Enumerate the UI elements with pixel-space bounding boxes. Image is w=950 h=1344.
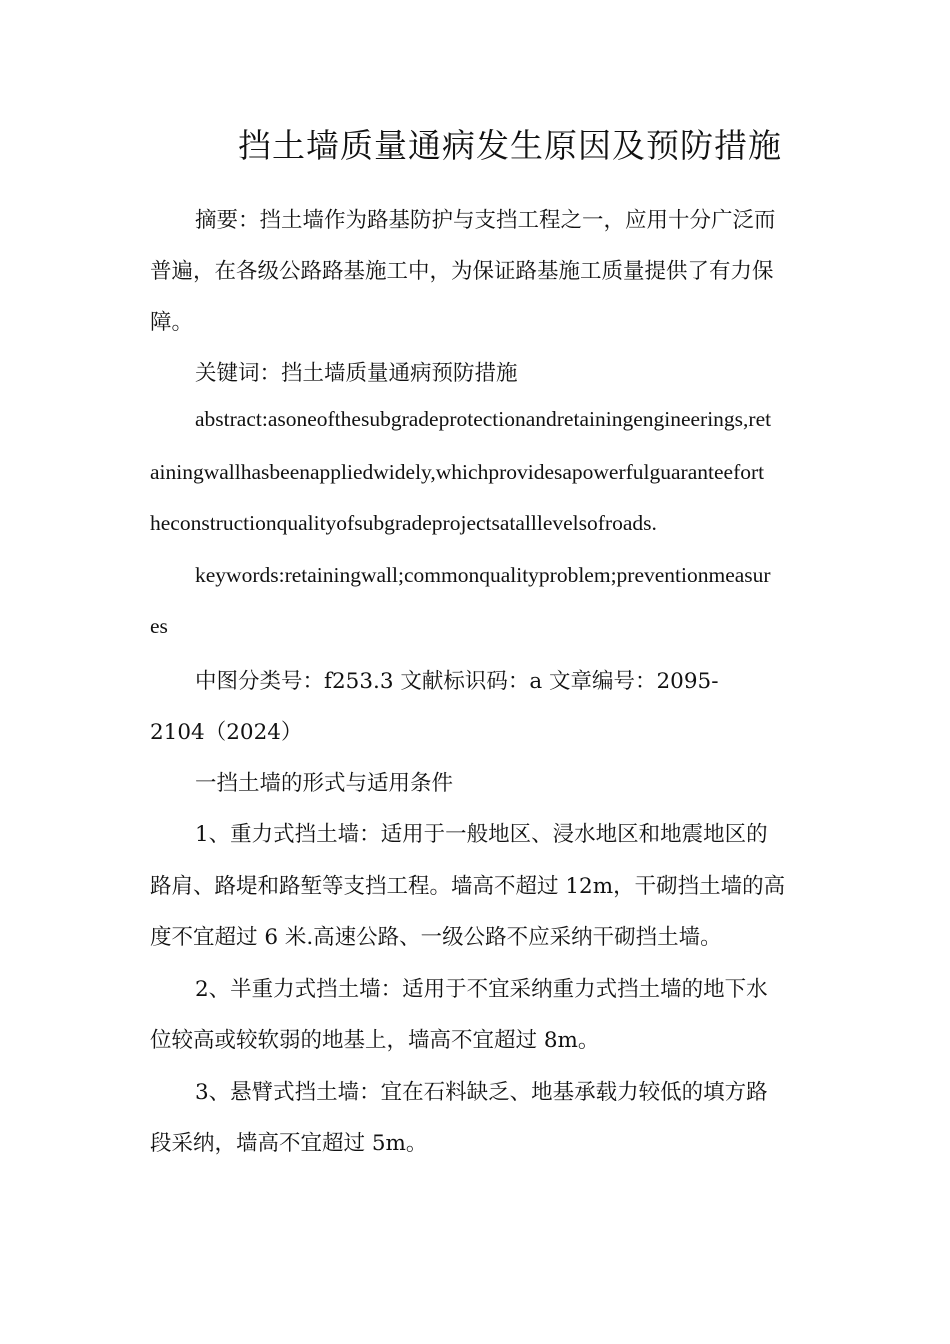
abstract-en-line-2: ainingwallhasbeenappliedwidely,whichprovidesapowerfulguaranteefort [150, 460, 765, 484]
item-2-line-1: 2、半重力式挡土墙：适用于不宜采纳重力式挡土墙的地下水 [195, 977, 768, 1002]
abstract-cn-line-2: 普遍，在各级公路路基施工中，为保证路基施工质量提供了有力保 [150, 259, 774, 284]
item-1-line-3: 度不宜超过 6 米.高速公路、一级公路不应采纳干砌挡土墙。 [150, 925, 722, 950]
item-3-line-1: 3、悬臂式挡土墙：宜在石料缺乏、地基承载力较低的填方路 [195, 1080, 768, 1105]
abstract-en-line-3: heconstructionqualityofsubgradeprojectsatalllevelsofroads. [150, 511, 657, 535]
abstract-cn-line-1: 摘要：挡土墙作为路基防护与支挡工程之一，应用十分广泛而 [195, 208, 776, 233]
keywords-cn: 关键词：挡土墙质量通病预防措施 [195, 361, 518, 386]
item-1-line-2: 路肩、路堤和路堑等支挡工程。墙高不超过 12m，干砌挡土墙的高 [150, 874, 786, 899]
keywords-en-line-2: es [150, 614, 168, 638]
keywords-en-line-1: keywords:retainingwall;commonqualityproblem;preventionmeasur [195, 563, 771, 587]
classification-line-1: 中图分类号：f253.3 文献标识码：a 文章编号：2095- [195, 669, 719, 694]
item-1-line-1: 1、重力式挡土墙：适用于一般地区、浸水地区和地震地区的 [195, 822, 768, 847]
document-title: 挡土墙质量通病发生原因及预防措施 [238, 126, 782, 165]
abstract-cn-line-3: 障。 [150, 310, 194, 335]
section-heading: 一挡土墙的形式与适用条件 [195, 771, 454, 796]
abstract-en-line-1: abstract:asoneofthesubgradeprotectionandretainingengineerings,ret [195, 407, 772, 431]
classification-line-2: 2104（2024） [150, 720, 303, 745]
item-2-line-2: 位较高或较软弱的地基上，墙高不宜超过 8m。 [150, 1028, 600, 1053]
item-3-line-2: 段采纳，墙高不宜超过 5m。 [150, 1131, 428, 1156]
